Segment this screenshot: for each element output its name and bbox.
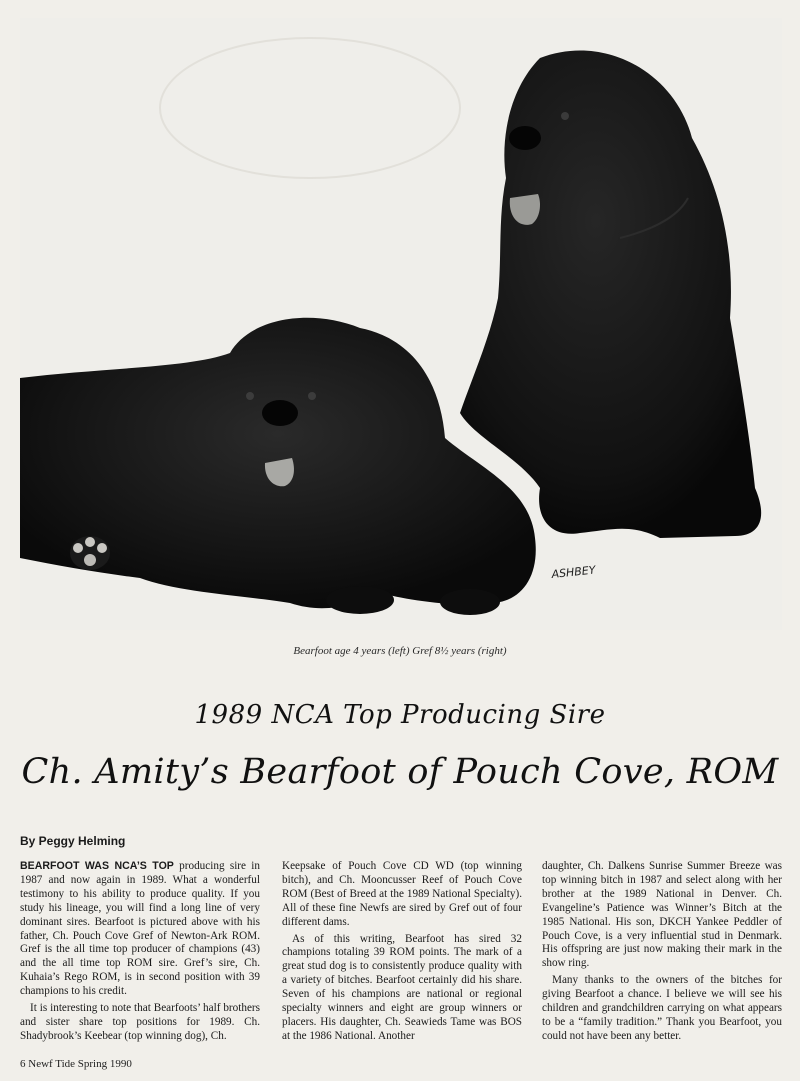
lead-in: BEARFOOT WAS NCA’S TOP — [20, 860, 174, 872]
page-footer: 6 Newf Tide Spring 1990 — [20, 1058, 132, 1070]
article-column-2 — [282, 860, 522, 1044]
headline-line-2: Ch. Amity’s Bearfoot of Pouch Cove, ROM — [21, 752, 779, 792]
paragraph: daughter, Ch. Dalkens Sunrise Summer Breeze was top winning bitch in 1987 and select along with her brother at the 1989 National in Denver. Ch. Evangeline’s Patience was Winner’s Bitch at the 1985 National. His son, DKCH Yankee Peddler of Pouch Cove, is a very influential stud in Denmark. His offspring are just now making their mark in the show ring. — [542, 860, 782, 970]
article-column-3 — [542, 860, 782, 1044]
paragraph: Many thanks to the owners of the bitches for giving Bearfoot a chance. I believe we will see his children and grandchildren carrying on what appears to be a “family tradition.” Thank you Bearfoot, you could not have been any better. — [542, 974, 782, 1042]
photo-caption: Bearfoot age 4 years (left) Gref 8½ years (right) — [293, 645, 507, 657]
paragraph: It is interesting to note that Bearfoots’ half brothers and sister share top positions for 1989. Ch. Shadybrook’s Keebear (top winning dog), Ch. — [20, 1002, 260, 1042]
paragraph: Keepsake of Pouch Cove CD WD (top winning bitch), and Ch. Mooncusser Reef of Pouch Cove ROM (Best of Breed at the 1989 National Specialty). All of these fine Newfs are sired by Gref out of four different dams. — [282, 860, 522, 928]
paragraph-text: producing sire in 1987 and now again in 1989. What a wonderful testimony to his ability to produce quality. If you study his lineage, you will find a long line of very dominant sires. Bearfoot is pictured above with his father, Ch. Pouch Cove Gref of Newton-Ark ROM. Gref is the all time top producer of champions (43) and the all time top ROM sire. Gref’s sire, Ch. Kuhaia’s Rego ROM, is in second position with 39 champions to his credit. — [20, 860, 260, 998]
byline: By Peggy Helming — [20, 834, 126, 848]
paragraph: As of this writing, Bearfoot has sired 32 champions totaling 39 ROM points. The mark of a great stud dog is to consistently produce quality with a variety of bitches. Bearfoot certainly did his share. Seven of his champions are national or regional specialty winners and eight are group winners or placers. His daughter, Ch. Seawieds Tame was BOS at the 1986 National. Another — [282, 932, 522, 1042]
article-column-1 — [20, 860, 260, 1044]
photographer-signature: ASHBEY — [550, 563, 597, 581]
dog-photograph — [20, 18, 782, 630]
paragraph — [20, 860, 260, 999]
headline-line-1: 1989 NCA Top Producing Sire — [194, 700, 606, 730]
dog-illustration — [20, 18, 782, 630]
